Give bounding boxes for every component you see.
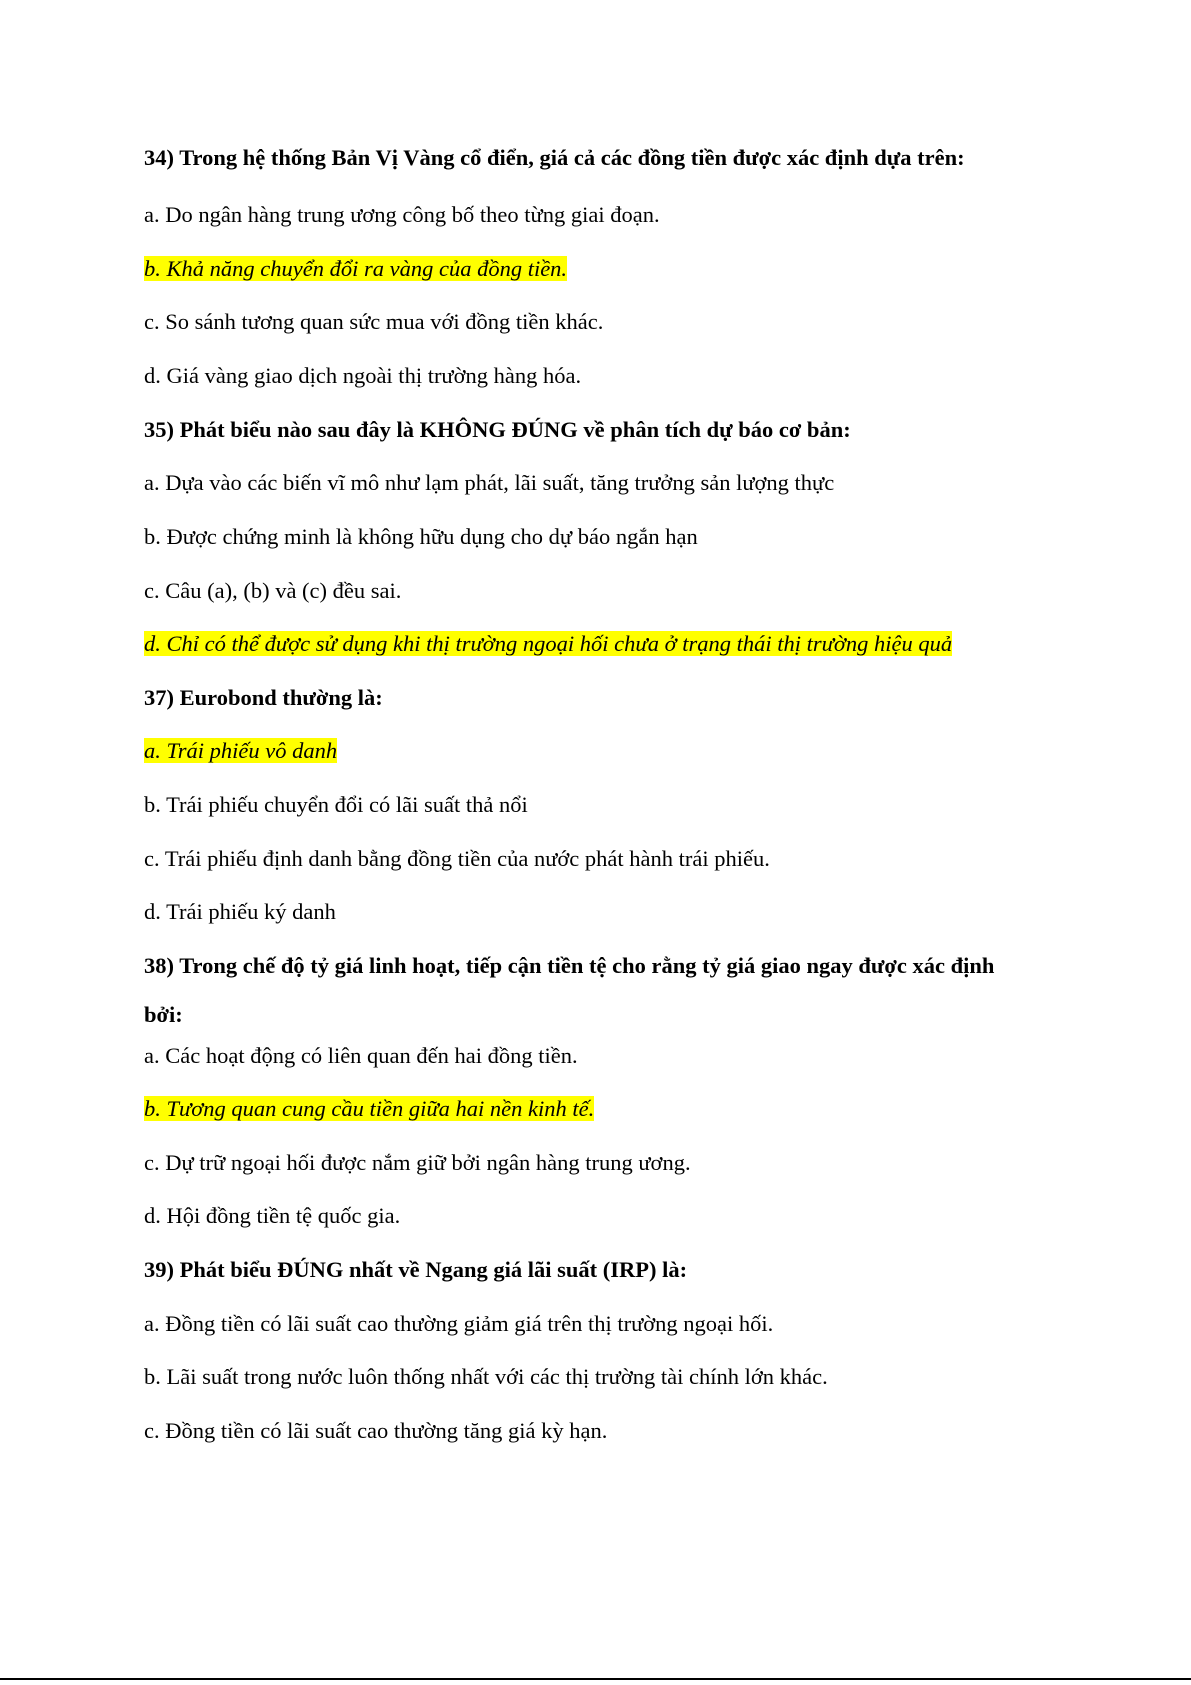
- page-bottom-rule: [0, 1678, 1191, 1680]
- question-35-option-c: c. Câu (a), (b) và (c) đều sai.: [144, 578, 402, 603]
- question-39-title: 39) Phát biểu ĐÚNG nhất về Ngang giá lãi suất (IRP) là:: [144, 1257, 688, 1282]
- question-34-option-d: d. Giá vàng giao dịch ngoài thị trường hàng hóa.: [144, 363, 582, 388]
- question-37-title: 37) Eurobond thường là:: [144, 685, 383, 710]
- question-34-option-b-answer: [144, 254, 567, 284]
- question-39-option-c: c. Đồng tiền có lãi suất cao thường tăng giá kỳ hạn.: [144, 1418, 608, 1443]
- question-39-option-b: b. Lãi suất trong nước luôn thống nhất với các thị trường tài chính lớn khác.: [144, 1364, 828, 1389]
- answer-highlight: b. Tương quan cung cầu tiền giữa hai nền kinh tế.: [144, 1096, 595, 1121]
- question-37-option-a-answer: [144, 736, 337, 766]
- question-38-option-b-answer: [144, 1094, 594, 1124]
- answer-highlight: b. Khả năng chuyển đổi ra vàng của đồng tiền.: [144, 256, 568, 281]
- question-37-option-d: d. Trái phiếu ký danh: [144, 899, 336, 924]
- question-34-option-a: a. Do ngân hàng trung ương công bố theo từng giai đoạn.: [144, 202, 660, 227]
- answer-highlight: d. Chỉ có thể được sử dụng khi thị trường ngoại hối chưa ở trạng thái thị trường hiệu quả: [144, 631, 953, 656]
- question-34-title: 34) Trong hệ thống Bản Vị Vàng cổ điển, giá cả các đồng tiền được xác định dựa trên:: [144, 145, 965, 170]
- question-38-option-a: a. Các hoạt động có liên quan đến hai đồng tiền.: [144, 1043, 578, 1068]
- question-37-option-c: c. Trái phiếu định danh bằng đồng tiền của nước phát hành trái phiếu.: [144, 846, 770, 871]
- question-38-title-line2: bởi:: [144, 1002, 183, 1027]
- question-38-title-line1: 38) Trong chế độ tỷ giá linh hoạt, tiếp cận tiền tệ cho rằng tỷ giá giao ngay được xác định: [144, 953, 995, 978]
- question-37-option-b: b. Trái phiếu chuyển đổi có lãi suất thả nổi: [144, 792, 528, 817]
- question-35-title: 35) Phát biểu nào sau đây là KHÔNG ĐÚNG về phân tích dự báo cơ bản:: [144, 417, 851, 442]
- question-35-option-d-answer: [144, 629, 952, 659]
- question-39-option-a: a. Đồng tiền có lãi suất cao thường giảm giá trên thị trường ngoại hối.: [144, 1311, 774, 1336]
- question-38-option-c: c. Dự trữ ngoại hối được nắm giữ bởi ngân hàng trung ương.: [144, 1150, 691, 1175]
- question-35-option-a: a. Dựa vào các biến vĩ mô như lạm phát, lãi suất, tăng trưởng sản lượng thực: [144, 470, 835, 495]
- question-38-option-d: d. Hội đồng tiền tệ quốc gia.: [144, 1203, 401, 1228]
- answer-highlight: a. Trái phiếu vô danh: [144, 738, 338, 763]
- question-34-option-c: c. So sánh tương quan sức mua với đồng tiền khác.: [144, 309, 604, 334]
- question-35-option-b: b. Được chứng minh là không hữu dụng cho dự báo ngắn hạn: [144, 524, 698, 549]
